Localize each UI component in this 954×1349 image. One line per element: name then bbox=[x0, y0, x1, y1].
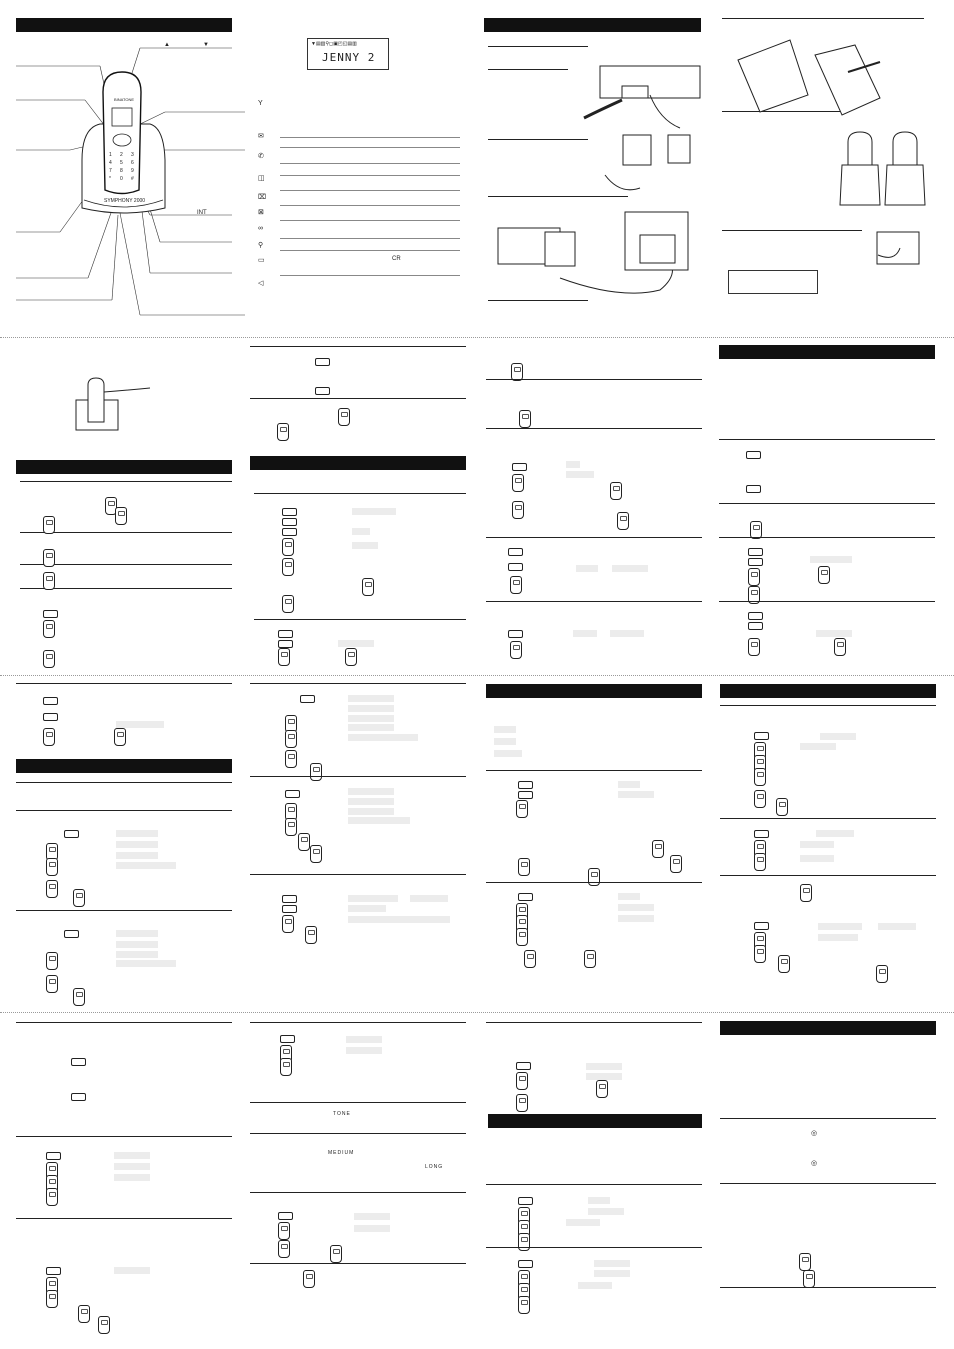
answer-machine-icon: ∞ bbox=[258, 225, 263, 232]
handset-key-icon bbox=[652, 840, 664, 858]
handset-key-icon bbox=[516, 928, 528, 946]
battery-icon: ▭ bbox=[258, 257, 265, 264]
section-header-bar bbox=[720, 684, 936, 698]
handset-key-icon bbox=[43, 572, 55, 590]
phonebook-icon: ◫ bbox=[258, 175, 265, 182]
lcd-placeholder bbox=[348, 798, 394, 805]
handset-key-icon bbox=[298, 833, 310, 851]
lcd-placeholder bbox=[348, 695, 394, 702]
section-header-bar bbox=[16, 460, 232, 474]
lcd-placeholder bbox=[800, 855, 834, 862]
callout-down-arrow: ▼ bbox=[203, 42, 209, 48]
handset-key-icon bbox=[310, 763, 322, 781]
lcd-placeholder bbox=[586, 1073, 622, 1080]
lcd-placeholder bbox=[348, 808, 394, 815]
keypad-key: 9 bbox=[131, 168, 134, 174]
row-separator bbox=[0, 675, 954, 676]
handset-key-icon bbox=[73, 889, 85, 907]
softkey-icon bbox=[278, 630, 293, 638]
lcd-placeholder bbox=[348, 905, 386, 912]
softkey-icon bbox=[518, 1197, 533, 1205]
handset-icon: ✆ bbox=[258, 153, 264, 160]
handset-key-icon bbox=[345, 648, 357, 666]
handset-key-icon bbox=[516, 1094, 528, 1112]
lcd-placeholder bbox=[348, 734, 418, 741]
handset-key-icon bbox=[834, 638, 846, 656]
handset-key-icon bbox=[754, 768, 766, 786]
lcd-name: JENNY 2 bbox=[322, 51, 376, 64]
section-header-bar bbox=[486, 684, 702, 698]
handset-key-icon bbox=[512, 474, 524, 492]
speaker-icon: ◁ bbox=[258, 280, 264, 287]
handset-key-icon bbox=[46, 858, 58, 876]
softkey-icon bbox=[748, 548, 763, 556]
cr-label: CR bbox=[392, 256, 401, 262]
handset-key-icon bbox=[776, 798, 788, 816]
handset-key-icon bbox=[754, 790, 766, 808]
handset-key-icon bbox=[46, 880, 58, 898]
model-name: SYMPHONY 2000 bbox=[104, 198, 146, 204]
handset-key-icon bbox=[277, 423, 289, 441]
softkey-icon bbox=[315, 358, 330, 366]
lcd-placeholder bbox=[573, 630, 597, 637]
handset-key-icon bbox=[43, 516, 55, 534]
softkey-icon bbox=[71, 1093, 86, 1101]
lcd-placeholder bbox=[346, 1036, 382, 1043]
lcd-status-row: ▼▤▥⚲◻▣◰◱▤▥ bbox=[311, 41, 357, 47]
lcd-placeholder bbox=[878, 923, 916, 930]
softkey-icon bbox=[280, 1035, 295, 1043]
handset-key-icon bbox=[98, 1316, 110, 1334]
handset-key-icon bbox=[518, 1296, 530, 1314]
handset-key-icon bbox=[799, 1253, 811, 1271]
handset-key-icon bbox=[278, 648, 290, 666]
mute-icon: ⌧ bbox=[258, 194, 267, 201]
lcd-placeholder bbox=[586, 1063, 622, 1070]
lcd-placeholder bbox=[800, 743, 836, 750]
handset-key-icon bbox=[516, 1072, 528, 1090]
handset-key-icon bbox=[46, 952, 58, 970]
lcd-placeholder bbox=[588, 1197, 610, 1204]
handset-key-icon bbox=[280, 1058, 292, 1076]
softkey-icon bbox=[64, 830, 79, 838]
lcd-placeholder bbox=[594, 1270, 630, 1277]
handset-key-icon bbox=[800, 884, 812, 902]
softkey-icon bbox=[508, 630, 523, 638]
keypad-key: 2 bbox=[120, 152, 123, 158]
lcd-placeholder bbox=[576, 565, 598, 572]
handset-key-icon bbox=[338, 408, 350, 426]
lcd-placeholder bbox=[116, 830, 158, 837]
handset-key-icon bbox=[43, 650, 55, 668]
lcd-placeholder bbox=[348, 916, 450, 923]
lcd-placeholder bbox=[114, 1163, 150, 1170]
keypad-key: 7 bbox=[109, 168, 112, 174]
handset-key-icon bbox=[510, 576, 522, 594]
lcd-placeholder bbox=[566, 1219, 600, 1226]
lcd-placeholder bbox=[410, 895, 448, 902]
lcd-placeholder bbox=[618, 904, 654, 911]
section-header-bar bbox=[719, 345, 935, 359]
softkey-icon bbox=[516, 1062, 531, 1070]
brand-logo: BINATONE bbox=[114, 97, 135, 102]
lcd-placeholder bbox=[116, 852, 158, 859]
signal-icon: ◎ bbox=[811, 1130, 818, 1137]
handset-key-icon bbox=[73, 988, 85, 1006]
lcd-placeholder bbox=[618, 893, 640, 900]
handset-key-icon bbox=[310, 845, 322, 863]
keypad-key: 0 bbox=[120, 176, 123, 182]
lcd-placeholder bbox=[566, 461, 580, 468]
keypad-key: 1 bbox=[109, 152, 112, 158]
envelope-icon: ✉ bbox=[258, 133, 264, 140]
medium-label: MEDIUM bbox=[328, 1150, 355, 1156]
lcd-placeholder bbox=[348, 715, 394, 722]
handset-key-icon bbox=[516, 800, 528, 818]
lcd-placeholder bbox=[116, 960, 176, 967]
handset-key-icon bbox=[518, 858, 530, 876]
handset-key-icon bbox=[670, 855, 682, 873]
lcd-placeholder bbox=[348, 724, 394, 731]
lcd-placeholder bbox=[338, 640, 374, 647]
keypad-key: * bbox=[109, 176, 111, 182]
lcd-placeholder bbox=[116, 862, 176, 869]
lcd-placeholder bbox=[820, 733, 856, 740]
softkey-icon bbox=[508, 563, 523, 571]
lcd-placeholder bbox=[818, 934, 858, 941]
lcd-placeholder bbox=[348, 705, 394, 712]
lcd-placeholder bbox=[348, 788, 394, 795]
softkey-icon bbox=[43, 610, 58, 618]
softkey-icon bbox=[512, 463, 527, 471]
handset-key-icon bbox=[519, 410, 531, 428]
handset-key-icon bbox=[524, 950, 536, 968]
lcd-placeholder bbox=[566, 471, 594, 478]
handset-key-icon bbox=[115, 507, 127, 525]
keypad-key: 4 bbox=[109, 160, 112, 166]
tone-label: TONE bbox=[333, 1111, 351, 1117]
softkey-icon bbox=[754, 922, 769, 930]
section-header-bar bbox=[720, 1021, 936, 1035]
softkey-icon bbox=[285, 790, 300, 798]
lcd-placeholder bbox=[618, 791, 654, 798]
handset-key-icon bbox=[282, 538, 294, 556]
callout-int-label: INT bbox=[197, 210, 207, 216]
softkey-icon bbox=[64, 930, 79, 938]
lcd-placeholder bbox=[494, 750, 522, 757]
notice-box bbox=[728, 270, 818, 294]
softkey-icon bbox=[315, 387, 330, 395]
handset-key-icon bbox=[282, 558, 294, 576]
handset-key-icon bbox=[114, 728, 126, 746]
key-icon: ⚲ bbox=[258, 242, 264, 249]
handset-key-icon bbox=[78, 1305, 90, 1323]
handset-key-icon bbox=[46, 1290, 58, 1308]
handset-key-icon bbox=[512, 501, 524, 519]
softkey-icon bbox=[746, 485, 761, 493]
handset-key-icon bbox=[282, 595, 294, 613]
lcd-placeholder bbox=[354, 1225, 390, 1232]
softkey-icon bbox=[518, 781, 533, 789]
keypad-key: 8 bbox=[120, 168, 123, 174]
softkey-icon bbox=[300, 695, 315, 703]
softkey-icon bbox=[748, 612, 763, 620]
softkey-icon bbox=[518, 1260, 533, 1268]
handset-key-icon bbox=[617, 512, 629, 530]
softkey-icon bbox=[748, 622, 763, 630]
row-separator bbox=[0, 1012, 954, 1013]
softkey-icon bbox=[282, 528, 297, 536]
lcd-placeholder bbox=[352, 508, 396, 515]
long-label: LONG bbox=[425, 1164, 444, 1170]
handset-key-icon bbox=[43, 728, 55, 746]
lcd-placeholder bbox=[116, 930, 158, 937]
message-full-icon: ⊠ bbox=[258, 209, 264, 216]
handset-key-icon bbox=[330, 1245, 342, 1263]
handset-key-icon bbox=[596, 1080, 608, 1098]
handset-key-icon bbox=[518, 1233, 530, 1251]
handset-key-icon bbox=[46, 1188, 58, 1206]
section-header-bar bbox=[488, 1114, 702, 1128]
handset-key-icon bbox=[282, 915, 294, 933]
softkey-icon bbox=[748, 558, 763, 566]
lcd-placeholder bbox=[816, 830, 854, 837]
softkey-icon bbox=[518, 893, 533, 901]
softkey-icon bbox=[43, 697, 58, 705]
handset-key-icon bbox=[803, 1270, 815, 1288]
antenna-icon: Y bbox=[258, 100, 263, 107]
softkey-icon bbox=[518, 791, 533, 799]
softkey-icon bbox=[278, 1212, 293, 1220]
handset-key-icon bbox=[748, 568, 760, 586]
lcd-placeholder bbox=[352, 542, 378, 549]
handset-key-icon bbox=[278, 1222, 290, 1240]
handset-key-icon bbox=[818, 566, 830, 584]
keypad-key: 3 bbox=[131, 152, 134, 158]
keypad-key: # bbox=[131, 176, 134, 182]
signal-icon: ◎ bbox=[811, 1160, 818, 1167]
lcd-placeholder bbox=[618, 915, 654, 922]
handset-key-icon bbox=[46, 975, 58, 993]
handset-key-icon bbox=[303, 1270, 315, 1288]
lcd-placeholder bbox=[354, 1213, 390, 1220]
softkey-icon bbox=[46, 1152, 61, 1160]
handset-key-icon bbox=[510, 641, 522, 659]
lcd-placeholder bbox=[116, 841, 158, 848]
lcd-placeholder bbox=[114, 1174, 150, 1181]
handset-key-icon bbox=[754, 945, 766, 963]
softkey-icon bbox=[46, 1267, 61, 1275]
lcd-placeholder bbox=[818, 923, 862, 930]
keypad-key: 6 bbox=[131, 160, 134, 166]
handset-key-icon bbox=[278, 1240, 290, 1258]
lcd-placeholder bbox=[800, 841, 834, 848]
lcd-placeholder bbox=[618, 781, 640, 788]
handset-key-icon bbox=[778, 955, 790, 973]
handset-key-icon bbox=[285, 730, 297, 748]
lcd-placeholder bbox=[348, 817, 410, 824]
lcd-placeholder bbox=[114, 1267, 150, 1274]
handset-key-icon bbox=[876, 965, 888, 983]
softkey-icon bbox=[282, 895, 297, 903]
softkey-icon bbox=[754, 732, 769, 740]
softkey-icon bbox=[282, 905, 297, 913]
softkey-icon bbox=[746, 451, 761, 459]
lcd-placeholder bbox=[810, 556, 852, 563]
softkey-icon bbox=[278, 640, 293, 648]
lcd-placeholder bbox=[578, 1282, 612, 1289]
lcd-placeholder bbox=[116, 951, 158, 958]
handset-key-icon bbox=[285, 750, 297, 768]
lcd-placeholder bbox=[348, 895, 398, 902]
section-header-bar bbox=[16, 759, 232, 773]
handset-key-icon bbox=[584, 950, 596, 968]
lcd-placeholder bbox=[494, 738, 516, 745]
softkey-icon bbox=[282, 508, 297, 516]
softkey-icon bbox=[754, 830, 769, 838]
lcd-placeholder bbox=[116, 721, 164, 728]
lcd-placeholder bbox=[594, 1260, 630, 1267]
lcd-placeholder bbox=[494, 726, 516, 733]
lcd-placeholder bbox=[610, 630, 644, 637]
lcd-placeholder bbox=[114, 1152, 150, 1159]
handset-key-icon bbox=[748, 638, 760, 656]
lcd-placeholder bbox=[816, 630, 852, 637]
handset-key-icon bbox=[610, 482, 622, 500]
handset-key-icon bbox=[362, 578, 374, 596]
lcd-placeholder bbox=[346, 1047, 382, 1054]
keypad-key: 5 bbox=[120, 160, 123, 166]
softkey-icon bbox=[508, 548, 523, 556]
lcd-placeholder bbox=[588, 1208, 624, 1215]
handset-key-icon bbox=[43, 549, 55, 567]
handset-key-icon bbox=[588, 868, 600, 886]
lcd-placeholder bbox=[116, 941, 158, 948]
handset-key-icon bbox=[305, 926, 317, 944]
softkey-icon bbox=[43, 713, 58, 721]
handset-key-icon bbox=[754, 853, 766, 871]
softkey-icon bbox=[282, 518, 297, 526]
lcd-placeholder bbox=[352, 528, 370, 535]
callout-up-arrow: ▲ bbox=[164, 42, 170, 48]
handset-key-icon bbox=[43, 620, 55, 638]
lcd-placeholder bbox=[612, 565, 648, 572]
section-header-bar bbox=[250, 456, 466, 470]
handset-key-icon bbox=[285, 818, 297, 836]
softkey-icon bbox=[71, 1058, 86, 1066]
